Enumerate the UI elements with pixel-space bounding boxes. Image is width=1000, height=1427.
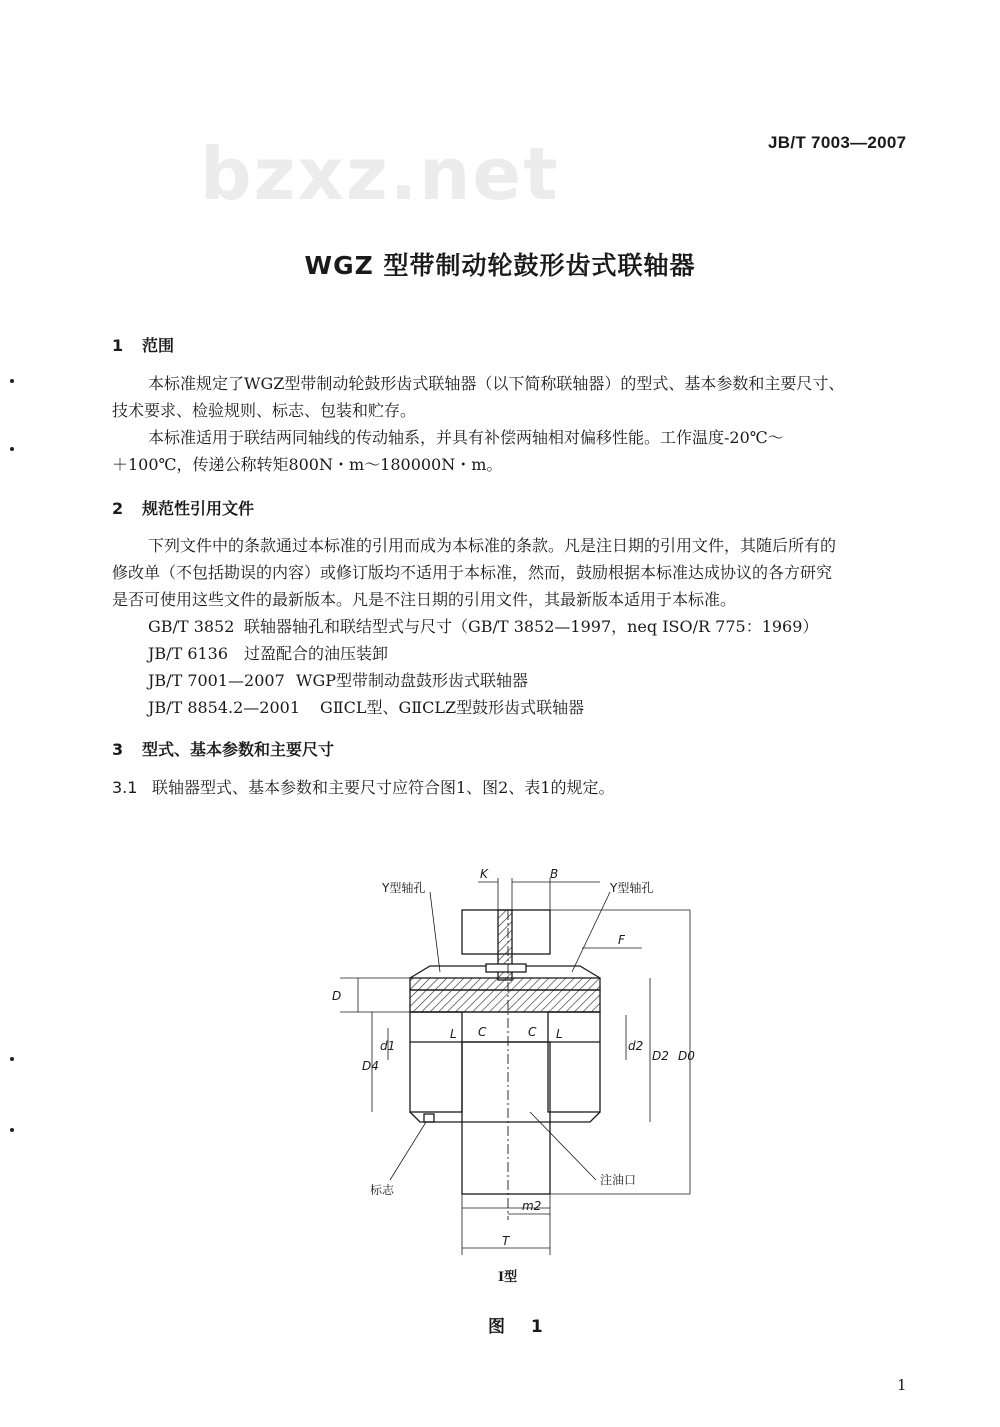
- page-number: 1: [897, 1376, 907, 1394]
- label-D2: D2: [652, 1049, 669, 1063]
- margin-dot: [10, 379, 14, 383]
- label-B: B: [550, 867, 559, 881]
- label-K: K: [480, 867, 488, 881]
- section-2-title: 规范性引用文件: [142, 499, 255, 518]
- margin-dot: [10, 447, 14, 451]
- text-line: 本标准适用于联结两同轴线的传动轴系，并具有补偿两轴相对偏移性能。工作温度-20℃～: [148, 428, 784, 447]
- label-y-hole-right: Y型轴孔: [610, 881, 654, 895]
- reference-code: GB/T 3852: [148, 617, 235, 636]
- label-F: F: [618, 933, 625, 947]
- section-3-heading: [112, 737, 334, 760]
- label-mark: 标志: [370, 1183, 395, 1197]
- subsection-number: 3.1: [112, 778, 138, 797]
- section-1-title: 范围: [142, 336, 175, 355]
- standard-number: JB/T 7003—2007: [768, 133, 907, 152]
- label-y-hole-left: Y型轴孔: [382, 881, 426, 895]
- label-C-right: C: [528, 1025, 537, 1039]
- label-oil-port: 注油口: [600, 1173, 637, 1187]
- coupling-drawing: [310, 860, 710, 1260]
- section-3-title: 型式、基本参数和主要尺寸: [142, 740, 335, 759]
- label-D0: D0: [678, 1049, 695, 1063]
- hub-section: [410, 990, 600, 1012]
- figure-type-label: I型: [498, 1270, 518, 1285]
- label-L-left: L: [450, 1027, 457, 1041]
- section-2-heading: [112, 496, 254, 519]
- text-line: ＋100℃，传递公称转矩800N・m～180000N・m。: [112, 455, 503, 474]
- label-T: T: [502, 1234, 510, 1248]
- label-L-right: L: [556, 1027, 563, 1041]
- reference-code: JB/T 8854.2—2001: [148, 698, 301, 717]
- figure-caption: 图 1: [488, 1317, 553, 1337]
- document-title: WGZ 型带制动轮鼓形齿式联轴器: [304, 251, 696, 280]
- text-line: 技术要求、检验规则、标志、包装和贮存。: [112, 401, 417, 420]
- label-C-left: C: [478, 1025, 487, 1039]
- reference-title: WGP型带制动盘鼓形齿式联轴器: [296, 671, 528, 690]
- reference-title: GⅡCL型、GⅡCLZ型鼓形齿式联轴器: [320, 698, 585, 717]
- section-2-paragraph: [112, 532, 912, 613]
- label-D4: D4: [362, 1059, 379, 1073]
- label-m2: m2: [522, 1199, 542, 1213]
- section-3-number: 3: [112, 740, 124, 759]
- reference-code: JB/T 6136: [148, 644, 229, 663]
- reference-title: 联轴器轴孔和联结型式与尺寸（GB/T 3852—1997，neq ISO/R 775：1969）: [244, 617, 819, 636]
- text-line: 本标准规定了WGZ型带制动轮鼓形齿式联轴器（以下简称联轴器）的型式、基本参数和主要尺寸、: [148, 374, 845, 393]
- text-line: 是否可使用这些文件的最新版本。凡是不注日期的引用文件，其最新版本适用于本标准。: [112, 590, 737, 609]
- margin-dot: [10, 1057, 14, 1061]
- text-line: 修改单（不包括勘误的内容）或修订版均不适用于本标准，然而，鼓励根据本标准达成协议的各方研究: [112, 563, 833, 582]
- section-1-number: 1: [112, 336, 124, 355]
- section-1-heading: [112, 333, 174, 356]
- section-1-paragraph-2: [112, 424, 912, 478]
- section-2-number: 2: [112, 499, 124, 518]
- label-d1: d1: [380, 1039, 396, 1053]
- reference-item: [148, 695, 584, 718]
- text-line: 下列文件中的条款通过本标准的引用而成为本标准的条款。凡是注日期的引用文件，其随后所有的: [148, 536, 837, 555]
- sleeve: [410, 978, 600, 990]
- mark-plate: [424, 1114, 434, 1122]
- bolt: [486, 964, 526, 972]
- subsection-3-1: [112, 775, 615, 798]
- shaft: [462, 1042, 550, 1194]
- reference-title: 过盈配合的油压装卸: [244, 644, 389, 663]
- watermark: bzxz.net: [200, 132, 560, 216]
- reference-item: [148, 614, 818, 637]
- reference-item: [148, 668, 528, 691]
- margin-dot: [10, 1128, 14, 1132]
- label-d2: d2: [628, 1039, 644, 1053]
- section-1-paragraph-1: [112, 370, 912, 424]
- label-D: D: [332, 989, 342, 1003]
- reference-item: [148, 641, 388, 664]
- reference-code: JB/T 7001—2007: [148, 671, 285, 690]
- subsection-text: 联轴器型式、基本参数和主要尺寸应符合图1、图2、表1的规定。: [152, 778, 615, 797]
